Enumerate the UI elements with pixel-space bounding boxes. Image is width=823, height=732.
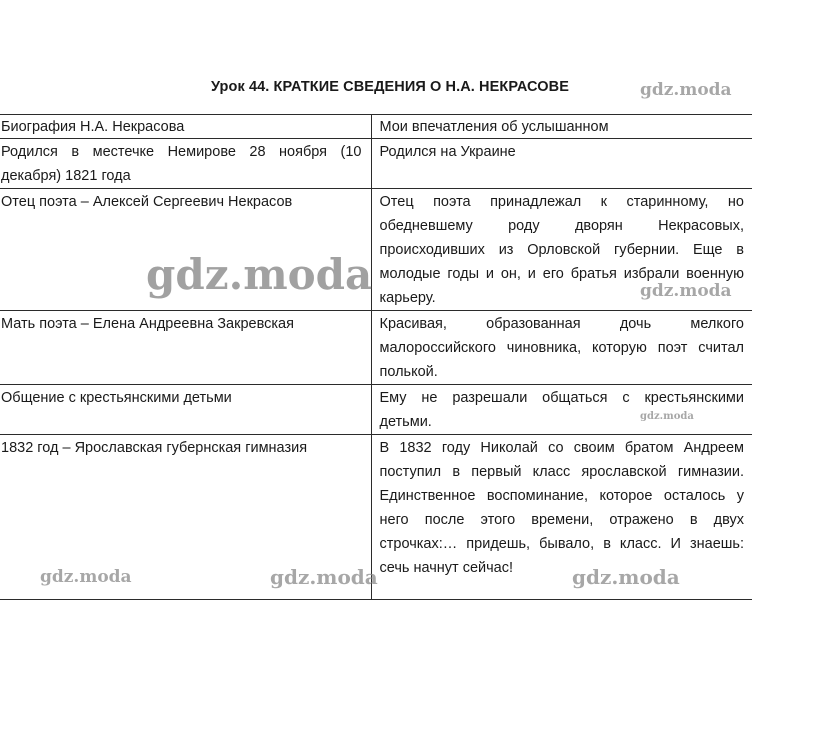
impression-cell: Ему не разрешали общаться с крестьянскими детьми. [371,385,752,435]
page-title: Урок 44. КРАТКИЕ СВЕДЕНИЯ О Н.А. НЕКРАСОВЕ [210,79,569,95]
watermark: gdz.moda [572,565,680,589]
biography-cell: Общение с крестьянскими детьми [0,385,371,435]
watermark-small: gdz.moda [640,411,694,422]
table-header-row [0,115,752,139]
watermark: gdz.moda [40,567,132,587]
watermark-large: gdz.moda [146,250,373,299]
watermark: gdz.moda [270,565,378,589]
impression-cell: Отец поэта принадлежал к старинному, но обедневшему роду дворян Некрасовых, происходивших из Орловской губернии. Еще в молодые годы и он, и его братья избрали военную карьеру. [371,189,752,311]
header-biography: Биография Н.А. Некрасова [0,115,371,139]
table-row [0,139,752,189]
impression-cell: Красивая, образованная дочь мелкого малороссийского чиновника, которую поэт считал полькой. [371,311,752,385]
watermark: gdz.moda [640,80,732,100]
impression-cell: В 1832 году Николай со своим братом Андреем поступил в первый класс ярославской гимназии. Единственное воспоминание, которое осталось у него после этого времени, отражено в двух строчках:… придешь, бывало, в класс. И знаешь: сечь начнут сейчас! [371,435,752,600]
biography-cell: Отец поэта – Алексей Сергеевич Некрасов [0,189,371,311]
table-row [0,311,752,385]
header-impressions: Мои впечатления об услышанном [371,115,752,139]
watermark: gdz.moda [640,281,732,301]
biography-cell: Родился в местечке Немирове 28 ноября (10 декабря) 1821 года [0,139,371,189]
biography-cell: 1832 год – Ярославская губернская гимназия [0,435,371,600]
biography-cell: Мать поэта – Елена Андреевна Закревская [0,311,371,385]
table-row [0,189,752,311]
impression-cell: Родился на Украине [371,139,752,189]
biography-table [0,114,752,600]
table-row [0,435,752,600]
table-row [0,385,752,435]
